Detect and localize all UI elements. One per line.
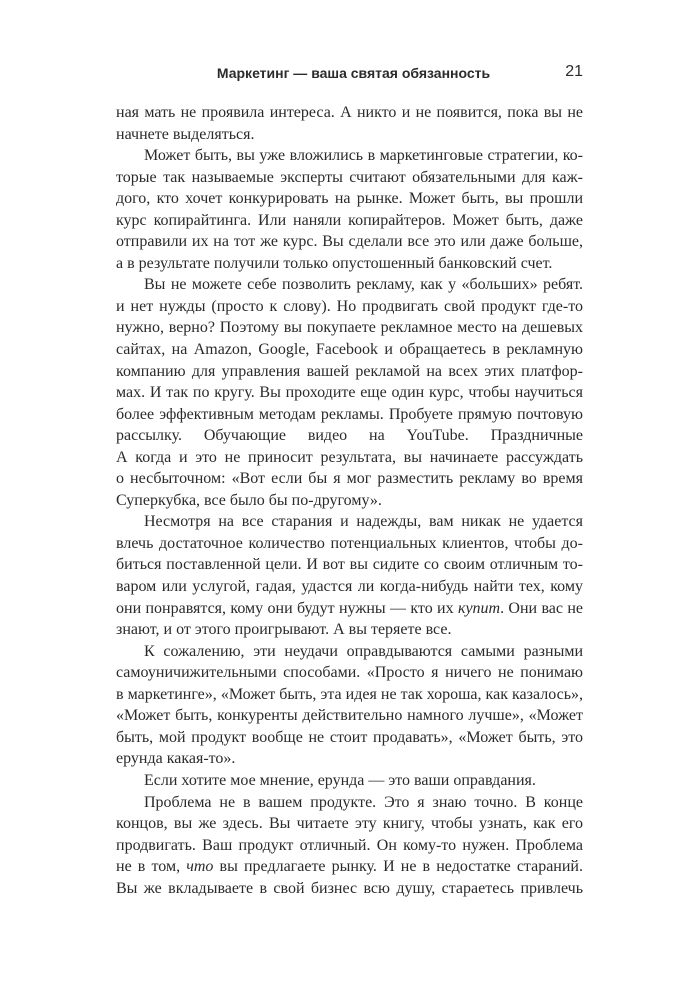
text-line: Вы не можете себе позволить рекламу, как у «больших» ребят. (144, 276, 583, 294)
text-line: и нет нужды (просто к слову). Но продвигать свой продукт где-то (116, 297, 583, 315)
text-line: Несмотря на все старания и надежды, вам никак не удается (144, 513, 583, 531)
italic-emphasis: что (186, 858, 214, 876)
text-line: в маркетинге», «Может быть, эта идея не так хороша, как казалось», (116, 685, 583, 703)
text-line: отправили их на тот же курс. Вы сделали все это или даже больше, (116, 233, 583, 251)
text-line (116, 598, 583, 620)
paragraph (116, 641, 583, 770)
text-segment: не в том, (116, 858, 187, 876)
text-line: начнете выделяться. (116, 125, 255, 143)
text-line: концов, вы же здесь. Вы читаете эту книгу, чтобы узнать, как его (116, 815, 583, 833)
page-number: 21 (565, 63, 583, 80)
paragraph (116, 792, 583, 900)
paragraph (116, 511, 583, 640)
text-line: Суперкубка, все было бы по-другому». (116, 491, 382, 509)
text-line: «Может быть, конкуренты действительно намного лучше», «Может (116, 707, 583, 725)
text-line: варом или услугой, гадая, удастся ли когда-нибудь найти тех, кому (116, 578, 583, 596)
paragraph (116, 274, 583, 511)
text-line: сайтах, на Amazon, Google, Facebook и обращаетесь в рекламную (116, 341, 583, 359)
text-line: ерунда какая-то». (116, 750, 236, 768)
text-line: К сожалению, эти неудачи оправдываются самыми разными (144, 642, 583, 660)
text-line: влечь достаточное количество потенциальных клиентов, чтобы до- (116, 534, 583, 552)
text-line: рассылку. Обучающие видео на YouTube. Праздничные (116, 427, 583, 445)
text-line: Может быть, вы уже вложились в маркетинговые стратегии, ко- (144, 147, 583, 165)
text-line: биться поставленной цели. И вот вы сидите со своим отличным то- (116, 556, 583, 574)
body-text (116, 102, 583, 899)
page-header (116, 63, 583, 85)
text-line: самоуничижительными способами. «Просто я ничего не понимаю (116, 664, 583, 682)
text-line: Если хотите мое мнение, ерунда — это ваши оправдания. (144, 771, 536, 789)
text-line: а в результате получили только опустошенный банковский счет. (116, 254, 553, 272)
text-line: о несбыточном: «Вот если бы я мог разместить рекламу во время (116, 470, 583, 488)
text-line: знают, и от этого проигрывают. А вы теряете все. (116, 621, 452, 639)
italic-emphasis: купит (457, 599, 501, 617)
text-segment: вы предлагаете рынку. И не в недостатке стараний. (213, 858, 583, 876)
paragraph (116, 145, 583, 274)
text-line: дого, кто хочет конкурировать на рынке. Может быть, вы прошли (116, 190, 583, 208)
text-line: курс копирайтинга. Или наняли копирайтеров. Может быть, даже (116, 211, 583, 229)
text-line: мах. И так по кругу. Вы проходите еще один курс, чтобы научиться (116, 384, 583, 402)
text-line: Проблема не в вашем продукте. Это я знаю точно. В конце (144, 793, 583, 811)
text-line: быть, мой продукт вообще не стоит продавать», «Может быть, это (116, 728, 583, 746)
text-line: более эффективным методам рекламы. Пробуете прямую почтовую (116, 405, 583, 423)
paragraph (116, 770, 583, 792)
paragraph (116, 102, 583, 145)
text-line: продвигать. Ваш продукт отличный. Он кому-то нужен. Проблема (116, 836, 583, 854)
text-line: ная мать не проявила интереса. А никто и не появится, пока вы не (116, 104, 583, 121)
text-line: торые так называемые эксперты считают обязательными для каж- (116, 168, 583, 186)
text-line: Вы же вкладываете в свой бизнес всю душу, стараетесь привлечь (116, 879, 583, 897)
running-title: Маркетинг — ваша святая обязанность (216, 65, 491, 81)
text-line (116, 856, 583, 878)
text-line: компанию для управления вашей рекламой на всех этих платфор- (116, 362, 583, 380)
text-segment: они понравятся, кому они будут нужны — кто их (116, 599, 458, 617)
text-segment: . Они вас не (500, 599, 583, 617)
text-line: А когда и это не приносит результата, вы начинаете рассуждать (116, 448, 583, 466)
text-line: нужно, верно? Поэтому вы покупаете рекламное место на дешевых (116, 319, 583, 337)
